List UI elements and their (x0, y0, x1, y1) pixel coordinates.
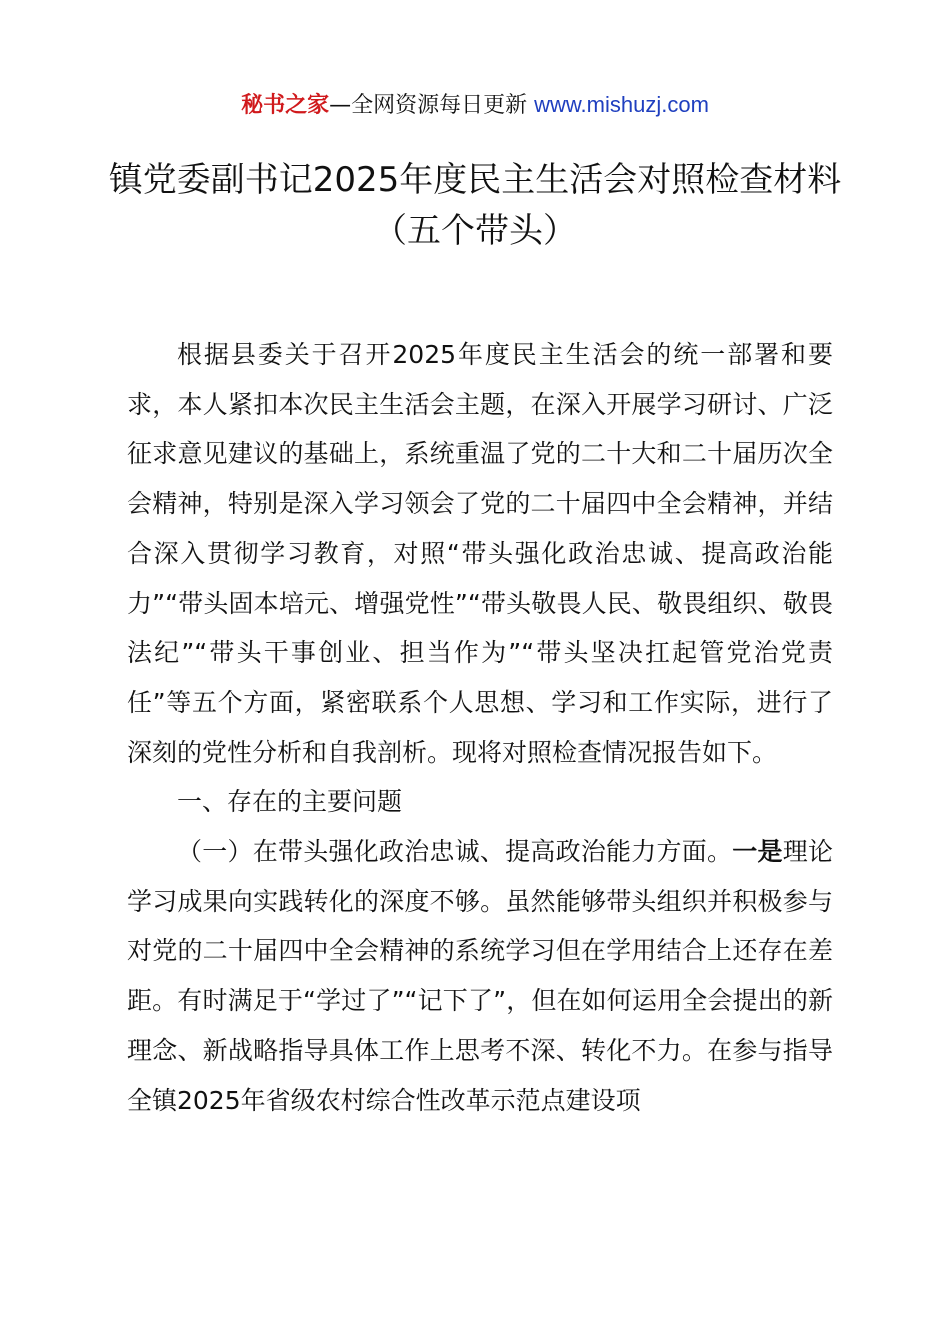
point-label: 一是 (732, 837, 783, 867)
document-title: 镇党委副书记2025年度民主生活会对照检查材料（五个带头） (108, 160, 842, 251)
brand-name: 秘书之家 (241, 93, 330, 118)
intro-paragraph: 根据县委关于召开2025年度民主生活会的统一部署和要求，本人紧扣本次民主生活会主题，在深入开展学习研讨、广泛征求意见建议的基础上，系统重温了党的二十大和二十届历次全会精神，特别是深入学习领会了党的二十届四中全会精神，并结合深入贯彻学习教育，对照“带头强化政治忠诚、提高政治能力”“带头固本培元、增强党性”“带头敬畏人民、敬畏组织、敬畏法纪”“带头干事创业、担当作为”“带头坚决扛起管党治党责任”等五个方面，紧密联系个人思想、学习和工作实际，进行了深刻的党性分析和自我剖析。现将对照检查情况报告如下。 (127, 340, 833, 767)
subsection-heading: （一）在带头强化政治忠诚、提高政治能力方面。 (177, 837, 733, 867)
site-url-link[interactable]: www.mishuzj.com (534, 92, 709, 117)
section-heading: 一、存在的主要问题 (177, 787, 403, 817)
point-text: 理论学习成果向实践转化的深度不够。虽然能够带头组织并积极参与对党的二十届四中全会精神的系统学习但在学用结合上还存在差距。有时满足于“学过了”“记下了”，但在如何运用全会提出的新理念、新战略指导具体工作上思考不深、转化不力。在参与指导全镇2025年省级农村综合性改革示范点建设项 (127, 837, 833, 1115)
header-tagline: —全网资源每日更新 (329, 93, 535, 118)
document-body (127, 330, 833, 1125)
watermark-header (0, 88, 950, 123)
subsection-paragraph (127, 827, 833, 1125)
